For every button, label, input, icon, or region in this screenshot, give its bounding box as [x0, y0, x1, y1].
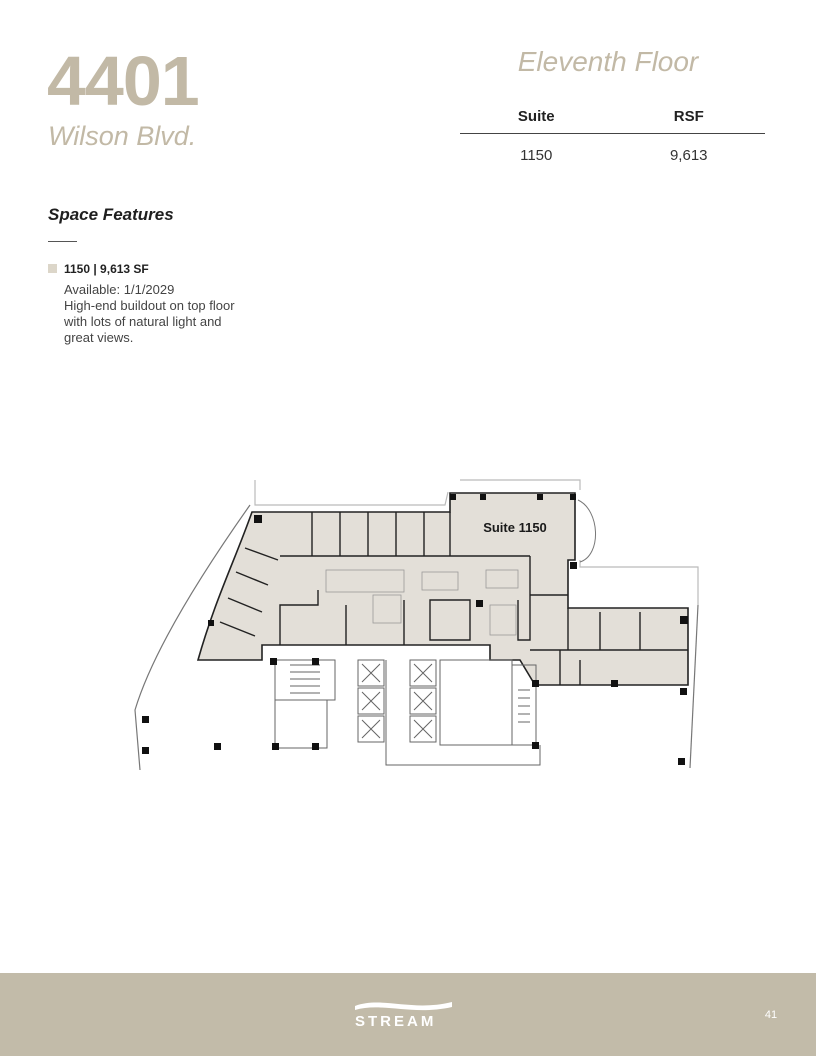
rsf-cell: 9,613 [669, 147, 708, 164]
suite-table [460, 108, 765, 164]
column-header-suite: Suite [517, 108, 555, 125]
page-number: 41 [764, 1009, 778, 1021]
feature-description: High-end buildout on top floor with lots of natural light and great views. [64, 298, 235, 345]
stream-logo-text: STREAM [355, 1013, 437, 1030]
features-title: Space Features [48, 205, 174, 224]
column-header-rsf: RSF [673, 108, 704, 125]
suite-cell: 1150 [520, 147, 553, 164]
floor-plan [0, 440, 816, 780]
suite-label: Suite 1150 [483, 520, 547, 535]
building-number: 4401 [47, 42, 199, 120]
feature-availability: Available: 1/1/2029 [64, 282, 175, 297]
feature-bullet [48, 264, 57, 273]
suite-area [198, 493, 688, 685]
floor-title: Eleventh Floor [517, 46, 699, 77]
table-row [460, 134, 765, 164]
building-street: Wilson Blvd. [48, 121, 197, 151]
feature-heading: 1150 | 9,613 SF [64, 262, 149, 276]
table-header [460, 108, 765, 134]
features-divider [48, 241, 77, 242]
